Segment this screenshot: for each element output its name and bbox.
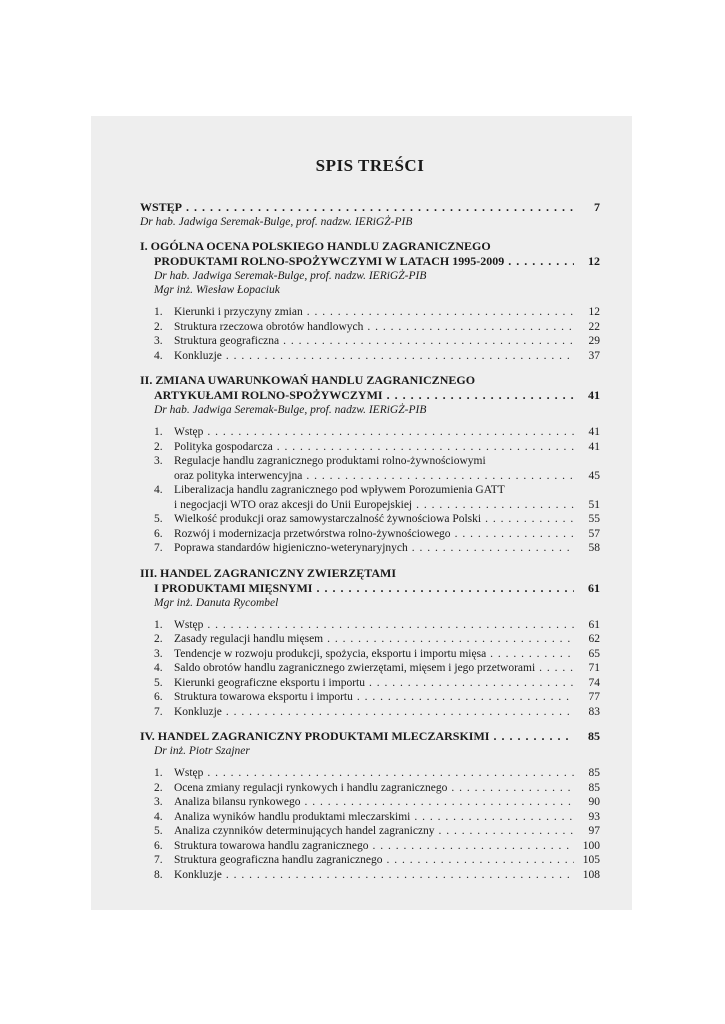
section-title-line1: II. ZMIANA UWARUNKOWAŃ HANDLU ZAGRANICZNEGO <box>140 373 476 387</box>
item-number: 6. <box>154 839 163 852</box>
item-title: Regulacje handlu zagranicznego produktami rolno-żywnościowymi <box>174 455 486 467</box>
item-number: 5. <box>154 676 163 689</box>
item-number: 2. <box>154 320 163 333</box>
section-heading <box>140 254 600 269</box>
page-number: 55 <box>588 513 600 525</box>
section-heading <box>140 200 600 215</box>
page-number: 85 <box>588 767 600 779</box>
item-title: Struktura towarowa handlu zagranicznego <box>174 839 369 852</box>
page-number: 12 <box>588 254 600 268</box>
dot-leader <box>414 810 574 825</box>
page-number: 41 <box>588 426 600 438</box>
toc-item <box>140 440 600 455</box>
item-title: Wstęp <box>174 426 204 438</box>
toc-item <box>140 853 600 868</box>
page-number: 61 <box>588 618 600 631</box>
page-number: 58 <box>588 542 600 554</box>
page-number: 74 <box>588 676 600 689</box>
toc-item <box>140 795 600 810</box>
page-number: 100 <box>582 839 600 852</box>
page-number: 7 <box>594 200 600 214</box>
item-number: 5. <box>154 513 163 525</box>
item-number: 4. <box>154 662 163 674</box>
item-title: Analiza bilansu rynkowego <box>174 796 301 808</box>
toc-item <box>140 810 600 825</box>
item-title: Analiza wyników handlu produktami mleczarskimi <box>174 810 411 823</box>
item-number: 7. <box>154 542 163 554</box>
toc-item <box>140 618 600 633</box>
toc-section-4 <box>140 729 600 882</box>
page-number: 65 <box>588 647 600 660</box>
section-title-line1: III. HANDEL ZAGRANICZNY ZWIERZĘTAMI <box>140 565 397 580</box>
section-title-line2: ARTYKUŁAMI ROLNO-SPOŻYWCZYMI <box>154 388 383 402</box>
item-title: Wielkość produkcji oraz samowystarczalność żywnościowa Polski <box>174 513 482 525</box>
dot-leader <box>416 498 574 513</box>
item-title: Zasady regulacji handlu mięsem <box>174 633 324 645</box>
author: Dr hab. Jadwiga Seremak-Bulge, prof. nadzw. IERiGŻ-PIB <box>140 216 413 228</box>
item-number: 6. <box>154 527 163 540</box>
toc-section-wstep <box>140 200 600 229</box>
item-title: Wstęp <box>174 618 204 631</box>
item-number: 8. <box>154 868 163 881</box>
item-number: 1. <box>154 767 163 779</box>
dot-leader <box>207 618 574 633</box>
dot-leader <box>186 200 574 215</box>
dot-leader <box>369 676 574 691</box>
dot-leader <box>306 469 574 484</box>
subsection-list <box>140 766 600 882</box>
section-title-line2: PRODUKTAMI ROLNO-SPOŻYWCZYMI W LATACH 1995-2009 <box>154 254 505 268</box>
page-number: 77 <box>588 691 600 703</box>
dot-leader <box>316 581 574 596</box>
item-number: 1. <box>154 306 163 318</box>
item-title: Analiza czynników determinujących handel zagraniczny <box>174 825 435 837</box>
item-title: Saldo obrotów handlu zagranicznego zwierzętami, mięsem i jego przetworami <box>174 662 536 674</box>
dot-leader <box>357 690 574 705</box>
toc-item <box>140 632 600 647</box>
section-title-line1: I. OGÓLNA OCENA POLSKIEGO HANDLU ZAGRANICZNEGO <box>140 239 491 253</box>
toc-item <box>140 512 600 527</box>
toc-item <box>140 781 600 796</box>
toc-item <box>140 705 600 720</box>
page-number: 41 <box>588 440 600 453</box>
item-title: Struktura rzeczowa obrotów handlowych <box>174 320 364 333</box>
item-title: Liberalizacja handlu zagranicznego pod wpływem Porozumienia GATT <box>174 484 505 496</box>
item-number: 7. <box>154 854 163 866</box>
dot-leader <box>367 320 574 335</box>
toc-item <box>140 661 600 676</box>
page-number: 85 <box>588 781 600 794</box>
dot-leader <box>451 781 574 796</box>
dot-leader <box>539 661 574 676</box>
item-title: Kierunki i przyczyny zmian <box>174 306 303 318</box>
toc-item <box>140 425 600 440</box>
item-title: Struktura towarowa eksportu i importu <box>174 691 353 703</box>
toc-item <box>140 690 600 705</box>
section-heading <box>140 729 600 744</box>
item-title: Struktura geograficzna <box>174 335 280 347</box>
item-number: 6. <box>154 691 163 703</box>
dot-leader <box>412 541 574 556</box>
author: Dr inż. Piotr Szajner <box>154 745 250 757</box>
dot-leader <box>226 705 574 720</box>
dot-leader <box>277 440 574 455</box>
dot-leader <box>387 388 574 403</box>
section-title: IV. HANDEL ZAGRANICZNY PRODUKTAMI MLECZARSKIMI <box>140 729 490 743</box>
toc-item <box>140 824 600 839</box>
item-title: Polityka gospodarcza <box>174 440 273 453</box>
toc-item <box>140 541 600 556</box>
page-number: 90 <box>588 796 600 808</box>
toc-item <box>140 483 600 498</box>
toc-section-3 <box>140 566 600 720</box>
dot-leader <box>207 425 574 440</box>
toc-item <box>140 676 600 691</box>
toc-section-1 <box>140 239 600 363</box>
item-number: 1. <box>154 426 163 438</box>
item-title: Konkluzje <box>174 868 222 881</box>
dot-leader <box>372 839 574 854</box>
page-number: 29 <box>588 335 600 347</box>
item-number: 3. <box>154 455 163 467</box>
page-number: 83 <box>588 705 600 718</box>
item-number: 3. <box>154 796 163 808</box>
item-title: Poprawa standardów higieniczno-weterynaryjnych <box>174 542 408 554</box>
toc-item <box>140 868 600 883</box>
author: Dr hab. Jadwiga Seremak-Bulge, prof. nadzw. IERiGŻ-PIB <box>154 404 427 416</box>
page-number: 51 <box>588 498 600 511</box>
item-title-continuation: oraz polityka interwencyjna <box>174 469 303 482</box>
item-title: Wstęp <box>174 767 204 779</box>
dot-leader <box>455 527 574 542</box>
item-title: Ocena zmiany regulacji rynkowych i handlu zagranicznego <box>174 781 448 794</box>
subsection-list <box>140 425 600 556</box>
toc-item <box>140 766 600 781</box>
item-title: Konkluzje <box>174 705 222 718</box>
dot-leader <box>226 349 574 364</box>
section-heading <box>140 388 600 403</box>
table-of-contents <box>140 156 600 892</box>
toc-item <box>140 454 600 469</box>
dot-leader <box>485 512 574 527</box>
dot-leader <box>387 853 575 868</box>
page-number: 57 <box>588 527 600 540</box>
toc-item-continuation <box>140 498 600 513</box>
toc-item <box>140 334 600 349</box>
dot-leader <box>304 795 574 810</box>
item-title: Konkluzje <box>174 349 222 362</box>
page-number: 22 <box>588 320 600 333</box>
page-number: 61 <box>588 580 600 595</box>
section-heading <box>140 581 600 596</box>
page-number: 45 <box>588 469 600 482</box>
item-number: 4. <box>154 484 163 496</box>
dot-leader <box>493 729 574 744</box>
page-number: 62 <box>588 633 600 645</box>
item-title-continuation: i negocjacji WTO oraz akcesji do Unii Europejskiej <box>174 498 413 511</box>
item-title: Kierunki geograficzne eksportu i importu <box>174 676 365 689</box>
item-number: 4. <box>154 349 163 362</box>
page-number: 105 <box>582 854 600 866</box>
toc-item <box>140 349 600 364</box>
page-number: 85 <box>588 729 600 743</box>
dot-leader <box>307 305 574 320</box>
subsection-list <box>140 305 600 363</box>
item-number: 1. <box>154 618 163 631</box>
subsection-list <box>140 618 600 720</box>
toc-section-2 <box>140 373 600 556</box>
page-number: 37 <box>588 349 600 362</box>
dot-leader <box>226 868 574 883</box>
toc-item <box>140 839 600 854</box>
item-number: 3. <box>154 647 163 660</box>
dot-leader <box>207 766 574 781</box>
item-number: 2. <box>154 440 163 453</box>
section-title-line2: I PRODUKTAMI MIĘSNYMI <box>154 580 313 595</box>
item-number: 2. <box>154 781 163 794</box>
page-number: 97 <box>588 825 600 837</box>
item-number: 7. <box>154 705 163 718</box>
author: Dr hab. Jadwiga Seremak-Bulge, prof. nadzw. IERiGŻ-PIB <box>154 270 427 282</box>
dot-leader <box>439 824 574 839</box>
item-title: Tendencje w rozwoju produkcji, spożycia, eksportu i importu mięsa <box>174 647 487 660</box>
dot-leader <box>490 647 574 662</box>
page-number: 12 <box>588 306 600 318</box>
toc-item <box>140 647 600 662</box>
dot-leader <box>508 254 574 269</box>
page-number: 93 <box>588 810 600 823</box>
page-number: 71 <box>588 662 600 674</box>
item-number: 4. <box>154 810 163 823</box>
author: Mgr inż. Danuta Rycombel <box>154 596 279 609</box>
dot-leader <box>283 334 574 349</box>
section-title: WSTĘP <box>140 200 183 214</box>
item-number: 2. <box>154 633 163 645</box>
toc-item <box>140 305 600 320</box>
author: Mgr inż. Wiesław Łopaciuk <box>154 284 280 296</box>
item-title: Struktura geograficzna handlu zagranicznego <box>174 854 383 866</box>
item-number: 3. <box>154 335 163 347</box>
item-title: Rozwój i modernizacja przetwórstwa rolno-żywnościowego <box>174 527 451 540</box>
toc-title: SPIS TREŚCI <box>315 156 425 175</box>
dot-leader <box>327 632 574 647</box>
toc-item <box>140 320 600 335</box>
toc-item-continuation <box>140 469 600 484</box>
page-number: 41 <box>588 388 600 402</box>
toc-item <box>140 527 600 542</box>
item-number: 5. <box>154 825 163 837</box>
page-number: 108 <box>582 868 600 881</box>
